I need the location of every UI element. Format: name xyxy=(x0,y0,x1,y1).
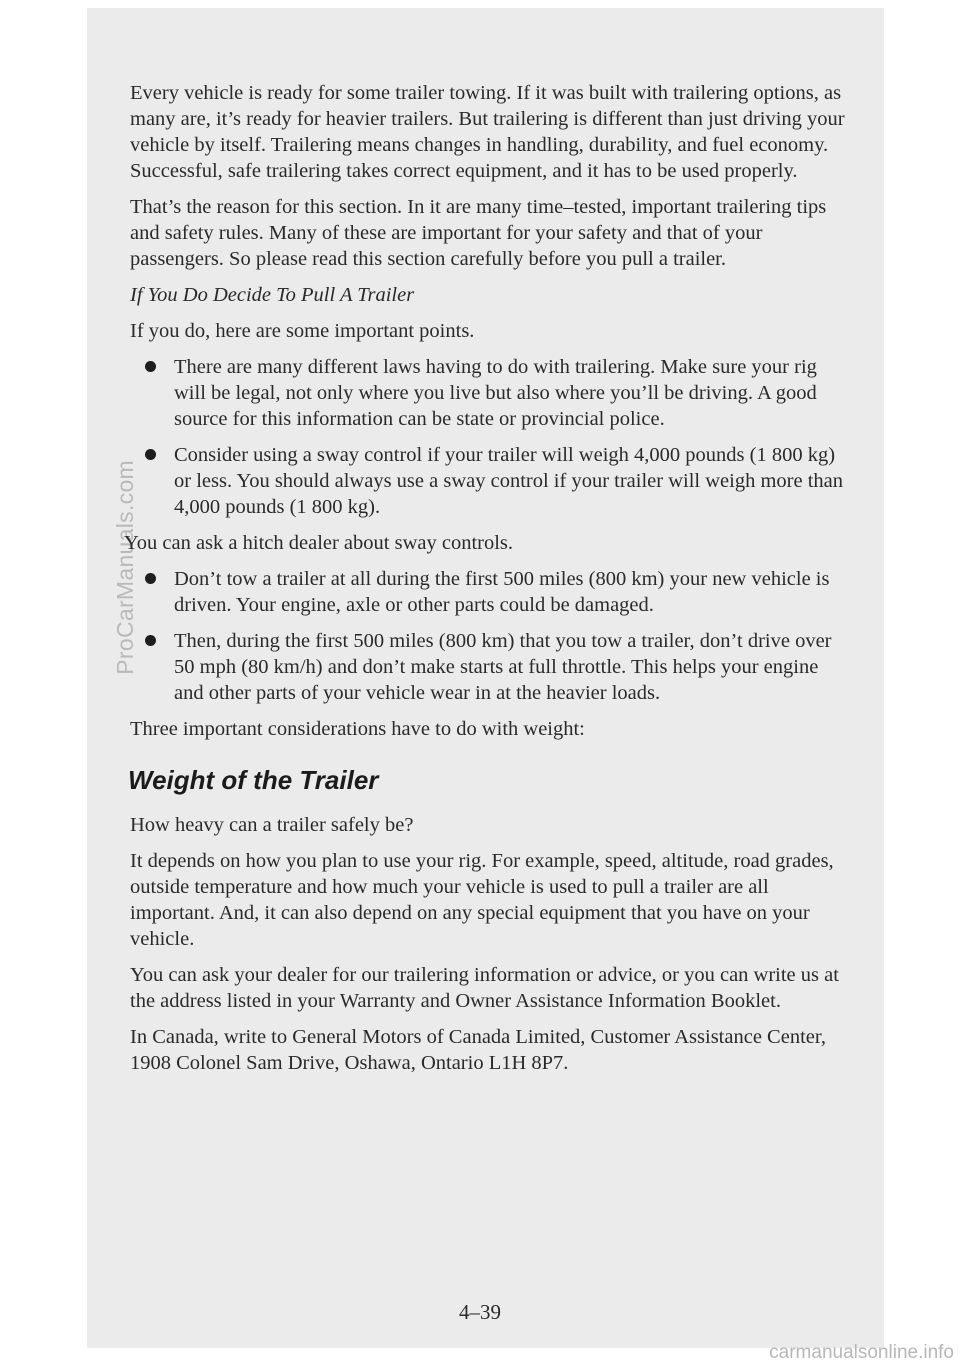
dealer-paragraph: You can ask your dealer for our trailering information or advice, or you can write us at the address listed in your Warranty and Owner Assistance Information Booklet. xyxy=(130,964,839,1012)
section-heading: Weight of the Trailer xyxy=(128,765,379,795)
bullet-list-laws xyxy=(130,354,850,520)
depends-paragraph: It depends on how you plan to use your rig. For example, speed, altitude, road grades, outside temperature and how much your vehicle is used to pull a trailer are all important. And, it can also depend on any special equipment that you have on your vehicle. xyxy=(130,850,834,950)
question-paragraph: How heavy can a trailer safely be? xyxy=(130,814,414,836)
intro-paragraph: Every vehicle is ready for some trailer towing. If it was built with trailering options, as many are, it’s ready for heavier trailers. But trailering is different than just driving your vehicle by itself. Trailering means changes in handling, durability, and fuel economy. Successful, safe trailering takes correct equipment, and it has to be used properly. xyxy=(130,82,845,182)
bullet-icon xyxy=(145,361,156,372)
bottom-watermark: carmanualsonline.info xyxy=(769,1342,954,1363)
hitch-dealer-paragraph: You can ask a hitch dealer about sway controls. xyxy=(124,532,514,554)
bullet-icon xyxy=(145,635,156,646)
subheading: If You Do Decide To Pull A Trailer xyxy=(130,284,415,306)
reason-paragraph: That’s the reason for this section. In it are many time–tested, important trailering tips and safety rules. Many of these are important for your safety and that of your passengers. So please read this section carefully before you pull a trailer. xyxy=(130,196,827,270)
list-item-text: Consider using a sway control if your trailer will weigh 4,000 pounds (1 800 kg) or less. You should always use a sway control if your trailer will weigh more than 4,000 pounds (1 800 kg). xyxy=(174,444,843,518)
list-item xyxy=(130,354,850,432)
page-number: 4–39 xyxy=(459,1300,501,1324)
list-item xyxy=(130,628,850,706)
list-item xyxy=(130,442,850,520)
bullet-icon xyxy=(145,449,156,460)
bullet-icon xyxy=(145,573,156,584)
bullet-list-break-in xyxy=(130,566,850,706)
canada-paragraph: In Canada, write to General Motors of Canada Limited, Customer Assistance Center, 1908 Colonel Sam Drive, Oshawa, Ontario L1H 8P7. xyxy=(130,1026,826,1074)
list-item xyxy=(130,566,850,618)
weight-intro: Three important considerations have to do with weight: xyxy=(130,718,585,740)
side-watermark: ProCarManuals.com xyxy=(112,460,138,675)
points-intro: If you do, here are some important points. xyxy=(130,320,475,342)
list-item-text: Then, during the first 500 miles (800 km) that you tow a trailer, don’t drive over 50 mph (80 km/h) and don’t make starts at full throttle. This helps your engine and other parts of your vehicle wear in at the heavier loads. xyxy=(174,630,832,704)
list-item-text: Don’t tow a trailer at all during the first 500 miles (800 km) your new vehicle is driven. Your engine, axle or other parts could be damaged. xyxy=(174,568,830,616)
list-item-text: There are many different laws having to do with trailering. Make sure your rig will be legal, not only where you live but also where you’ll be driving. A good source for this information can be state or provincial police. xyxy=(174,356,817,430)
